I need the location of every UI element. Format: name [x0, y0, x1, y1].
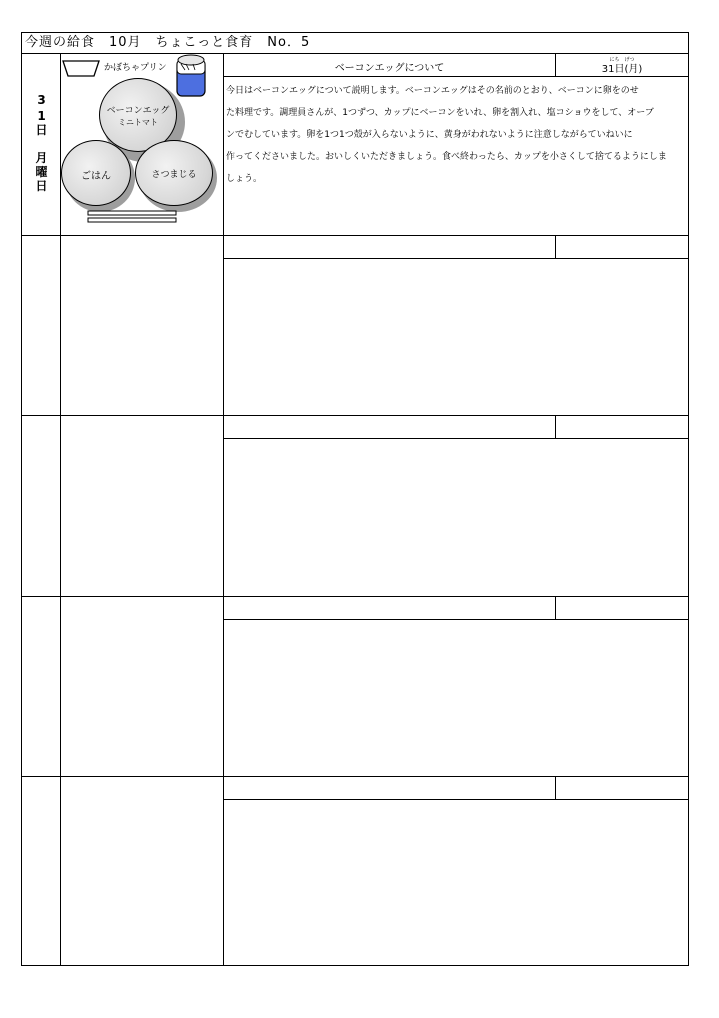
body-line: ンでむしています。卵を1つ1つ殻が入らないように、黄身がわれないように注意しながらていねいに [226, 130, 633, 140]
weekday-char: 月 [35, 151, 48, 165]
topic-date [556, 777, 688, 799]
topic-panel [224, 54, 688, 235]
day-row [22, 597, 688, 777]
topic-title-bar [224, 597, 688, 620]
main-dish-label: ベーコンエッグ [106, 106, 170, 116]
topic-date [556, 597, 688, 619]
body-line: た料理です。調理員さんが、1つずつ、カップにベーコンをいれ、卵を割入れ、塩コショウをして、オーブ [226, 108, 654, 118]
dessert-label: かぼちゃプリン [104, 63, 167, 73]
body-line: しょう。 [226, 174, 263, 184]
topic-date [556, 236, 688, 258]
date-label: 31日(月) [601, 64, 643, 75]
topic-title-bar [224, 236, 688, 259]
topic-title: ベーコンエッグについて [224, 54, 556, 76]
topic-title [224, 777, 556, 799]
topic-panel [224, 597, 688, 776]
menu-illustration [61, 416, 224, 596]
date-ruby: にち げつ [609, 57, 635, 63]
weekday-char: 曜 [35, 165, 48, 179]
topic-title-bar [224, 777, 688, 800]
date-char: 1 [37, 109, 46, 123]
weekday-char: 日 [35, 179, 48, 193]
page-title: 今週の給食 10月 ちょこっと食育 No．5 [22, 33, 688, 54]
chopsticks-icon [87, 210, 179, 224]
pudding-cup-icon [61, 58, 101, 78]
menu-illustration [61, 236, 224, 415]
date-column [22, 236, 61, 415]
topic-title-bar [224, 416, 688, 439]
menu-illustration [61, 777, 224, 965]
topic-panel [224, 236, 688, 415]
topic-body [226, 80, 682, 190]
date-column [22, 54, 61, 235]
menu-illustration [61, 597, 224, 776]
topic-panel [224, 416, 688, 596]
body-line: 作ってくださいました。おいしくいただきましょう。食べ終わったら、カップを小さくして捨てるようにしま [226, 152, 667, 162]
topic-date [556, 54, 688, 76]
day-row [22, 416, 688, 597]
topic-title [224, 236, 556, 258]
day-row [22, 777, 688, 965]
date-column [22, 597, 61, 776]
date-column [22, 777, 61, 965]
topic-title [224, 416, 556, 438]
milk-bottle-icon [173, 54, 209, 98]
menu-illustration [61, 54, 224, 235]
day-row [22, 54, 688, 236]
soup-label: さつまじる [151, 170, 197, 180]
topic-date [556, 416, 688, 438]
menu-sheet [21, 32, 689, 966]
body-line: 今日はベーコンエッグについて説明します。ベーコンエッグはその名前のとおり、ベーコンに卵をのせ [226, 86, 639, 96]
rice-label: ごはん [81, 171, 111, 182]
date-char: 3 [37, 93, 46, 107]
topic-panel [224, 777, 688, 965]
date-column [22, 416, 61, 596]
side-dish-label: ミニトマト [118, 118, 158, 127]
topic-title [224, 597, 556, 619]
day-row [22, 236, 688, 416]
date-char: 日 [35, 123, 48, 137]
topic-title-bar [224, 54, 688, 77]
